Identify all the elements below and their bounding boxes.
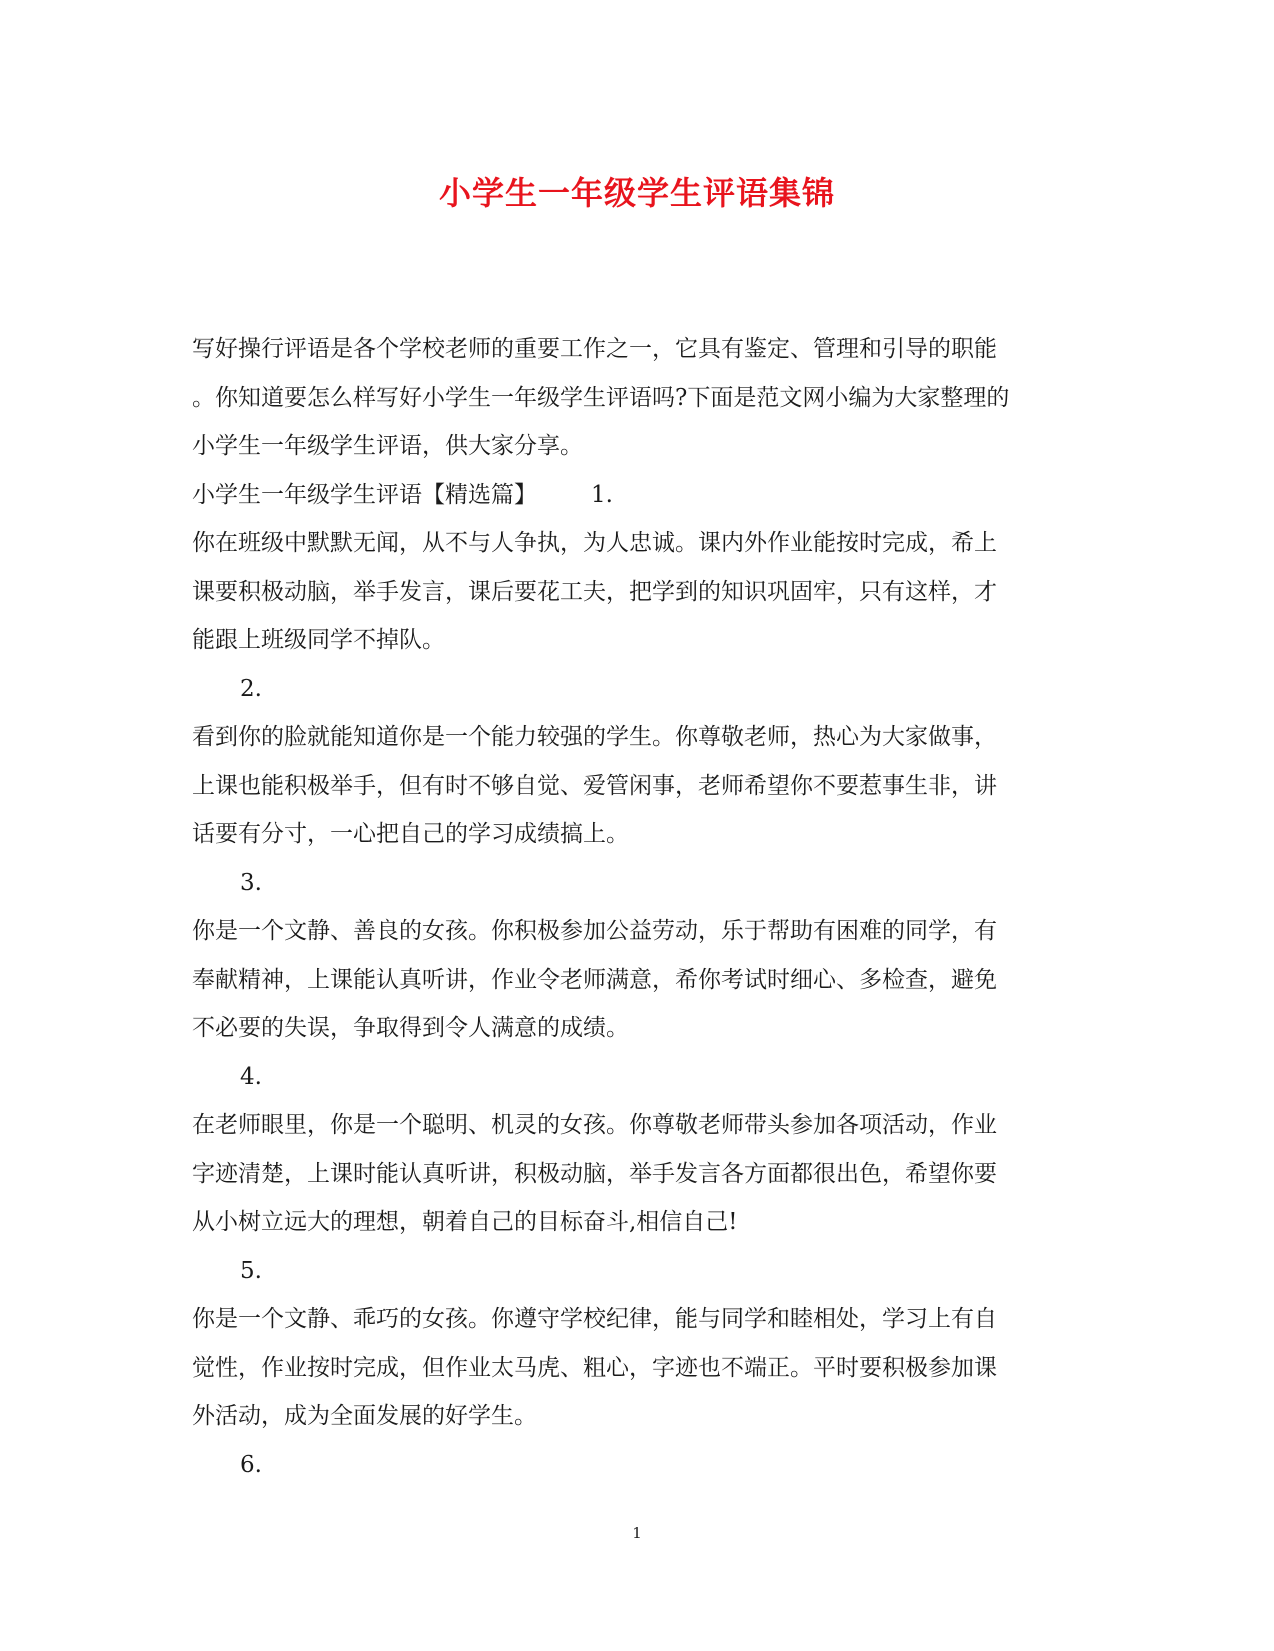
item-number: 5.	[240, 1257, 262, 1284]
item-line: 你是一个文静、善良的女孩。你积极参加公益劳动，乐于帮助有困难的同学，有	[192, 918, 997, 944]
item-line: 上课也能积极举手，但有时不够自觉、爱管闲事，老师希望你不要惹事生非，讲	[192, 772, 997, 799]
intro-line: 小学生一年级学生评语，供大家分享。	[192, 433, 583, 459]
item-line: 觉性，作业按时完成，但作业太马虎、粗心，字迹也不端正。平时要积极参加课	[192, 1354, 997, 1381]
item-line: 不必要的失误，争取得到令人满意的成绩。	[192, 1015, 629, 1041]
item-number: 6.	[240, 1451, 262, 1478]
document-title: 小学生一年级学生评语集锦	[438, 174, 835, 212]
page-number: 1	[632, 1524, 642, 1542]
section-heading-row	[192, 471, 1082, 520]
item-line: 外活动，成为全面发展的好学生。	[192, 1403, 537, 1429]
intro-line: 写好操行评语是各个学校老师的重要工作之一，它具有鉴定、管理和引导的职能	[192, 336, 997, 362]
item-line: 在老师眼里，你是一个聪明、机灵的女孩。你尊敬老师带头参加各项活动，作业	[192, 1112, 997, 1138]
item-line: 你在班级中默默无闻，从不与人争执，为人忠诚。课内外作业能按时完成，希上	[192, 530, 997, 556]
item-line: 看到你的脸就能知道你是一个能力较强的学生。你尊敬老师，热心为大家做事，	[192, 724, 997, 750]
item-line: 奉献精神，上课能认真听讲，作业令老师满意，希你考试时细心、多检查，避免	[192, 966, 997, 993]
document-body	[192, 325, 1082, 1489]
item-line: 你是一个文静、乖巧的女孩。你遵守学校纪律，能与同学和睦相处，学习上有自	[192, 1306, 997, 1332]
item-line: 从小树立远大的理想，朝着自己的目标奋斗,相信自己!	[192, 1209, 738, 1235]
item-line: 课要积极动脑，举手发言，课后要花工夫，把学到的知识巩固牢，只有这样，才	[192, 578, 997, 605]
item-number: 1.	[591, 481, 613, 508]
item-line: 能跟上班级同学不掉队。	[192, 627, 445, 653]
item-number: 3.	[240, 869, 262, 896]
intro-line: 。你知道要怎么样写好小学生一年级学生评语吗?下面是范文网小编为大家整理的	[192, 384, 1010, 411]
item-number: 4.	[240, 1063, 262, 1090]
item-line: 字迹清楚，上课时能认真听讲，积极动脑，举手发言各方面都很出色，希望你要	[192, 1160, 997, 1187]
item-line: 话要有分寸，一心把自己的学习成绩搞上。	[192, 821, 629, 847]
item-number: 2.	[240, 675, 262, 702]
section-heading: 小学生一年级学生评语【精选篇】	[192, 481, 537, 508]
